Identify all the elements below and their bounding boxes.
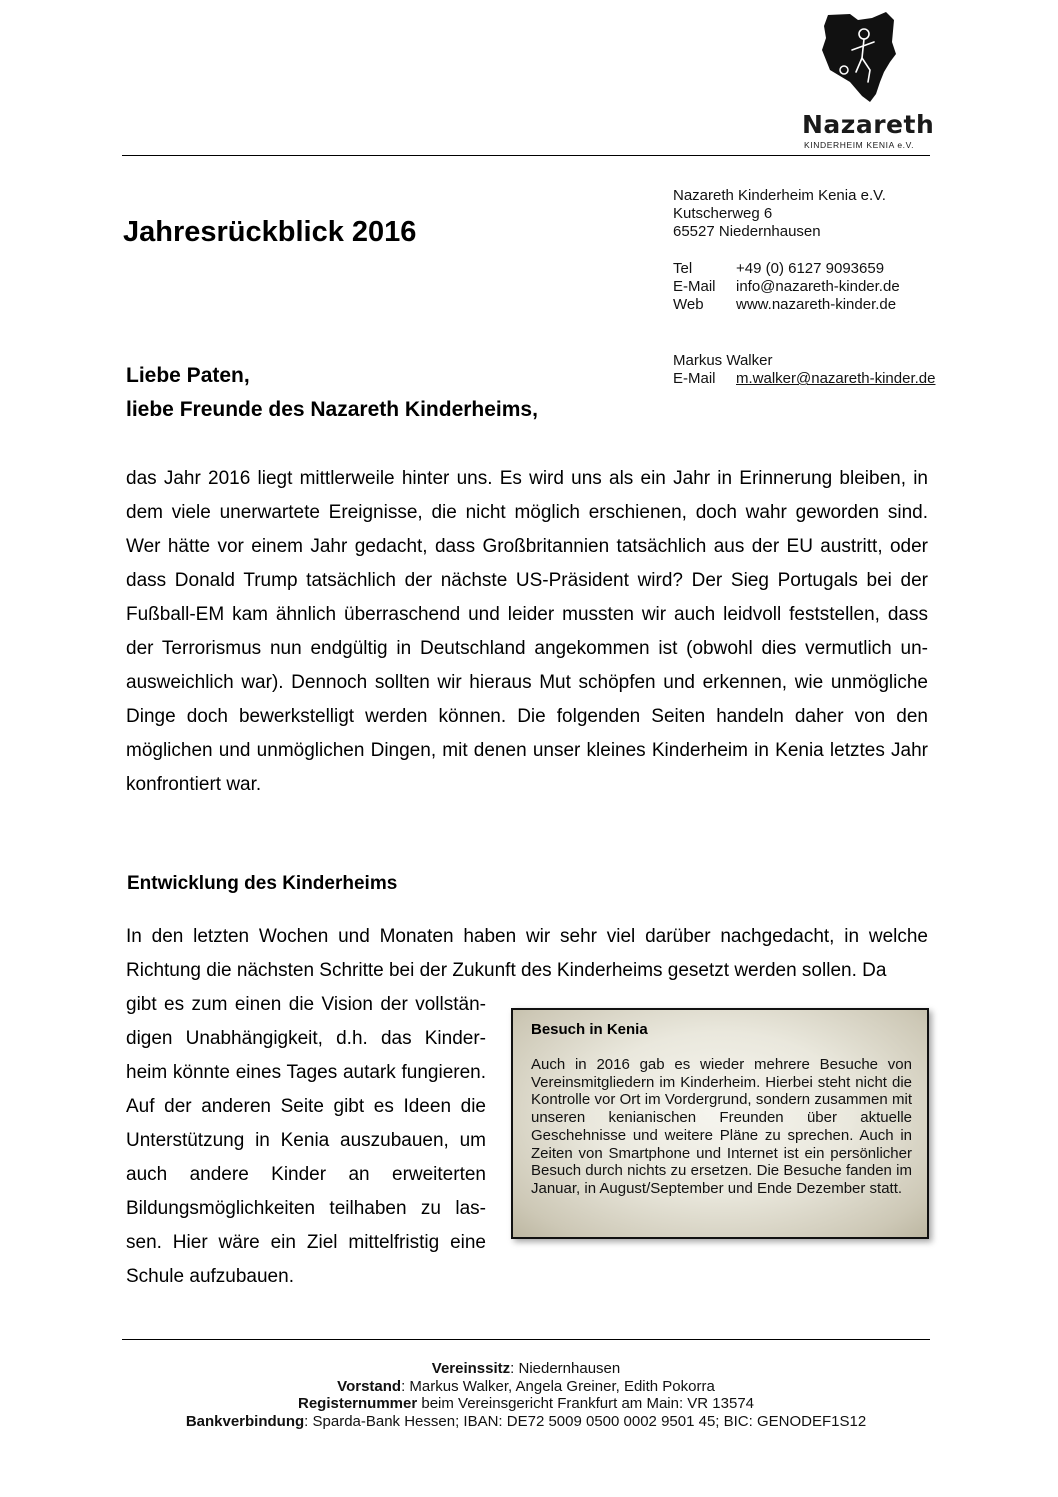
page-title: Jahresrückblick 2016 [123,216,417,248]
footer-seat [122,1360,930,1378]
footer-bank-value: : Sparda-Bank Hessen; IBAN: DE72 5009 0500 0002 9501 45; BIC: GENODEF1S12 [304,1412,867,1430]
kenya-map-logo-icon [820,10,900,105]
footer-seat-label: Vereinssitz [431,1360,511,1377]
section-paragraph-narrow: gibt es zum einen die Vision der vollständigen Unabhängigkeit, d.h. das Kinderheim könnte eines Tages autark fungieren. Auf der anderen Seite gibt es Ideen die Unterstützung in Kenia auszubauen, um auch andere Kinder an erweiterten Bildungsmöglichkeiten teilhaben zu lassen. Hier wäre ein Ziel mittelfristig eine Schule aufzubauen. [126,994,486,1287]
info-box-text: Auch in 2016 gab es wieder mehrere Besuche von Vereinsmitgliedern im Kinderheim. Hierbei steht nicht die Kontrolle vor Ort im Vordergrund, sondern zusammen mit unseren kenianischen Freunden über aktuelle Geschehnisse und weitere Pläne zu sprechen. Auch in Zeiten von Smartphone und Internet ist ein persönlicher Besuch durch nichts zu ersetzen. Die Besuche fanden im Januar, in August/September und Ende Dezember statt. [531,1056,912,1197]
footer-bank [122,1413,930,1431]
footer-register [122,1395,930,1413]
email-label: E-Mail [673,278,716,296]
contact-email-label: E-Mail [673,370,716,388]
contact-person-block [673,352,935,388]
footer-seat-value: : Niedernhausen [510,1360,621,1377]
email-value[interactable]: info@nazareth-kinder.de [736,278,900,296]
info-box-title: Besuch in Kenia [531,1021,648,1038]
greeting-line-1: Liebe Paten, [126,364,250,387]
logo-subtitle: KINDERHEIM KENIA e.V. [804,140,915,150]
org-name: Nazareth Kinderheim Kenia e.V. [673,187,886,204]
greeting-line-2: liebe Freunde des Nazareth Kinderheims, [126,398,538,421]
web-value[interactable]: www.nazareth-kinder.de [736,296,897,314]
footer-divider [122,1339,930,1340]
contact-block [673,260,900,315]
tel-label: Tel [673,260,693,277]
footer-board-value: : Markus Walker, Angela Greiner, Edith Pokorra [401,1377,715,1395]
header-divider [122,155,930,156]
contact-name: Markus Walker [673,352,773,369]
footer-board [122,1378,930,1396]
contact-email-link[interactable]: m.walker@nazareth-kinder.de [736,370,936,388]
footer-board-label: Vorstand [337,1377,402,1395]
city: 65527 Niedernhausen [673,223,821,241]
street: Kutscherweg 6 [673,205,773,223]
intro-paragraph: das Jahr 2016 liegt mittlerweile hinter uns. Es wird uns als ein Jahr in Erinnerung bleiben, in dem viele unerwartete Ereignisse, die nicht möglich erschienen, doch wahr geworden sind. Wer hätte vor einem Jahr gedacht, dass Großbritannien tatsächlich aus der EU austritt, oder dass Donald Trump tatsächlich der nächste US-Präsident wird? Der Sieg Portugals bei der Fußball-EM kam ähnlich überraschend und leider mussten wir auch leidvoll feststellen, dass der Terrorismus nun endgültig in Deutschland angekommen ist (obwohl dies vermutlich unausweichlich war). Dennoch sollten wir hieraus Mut schöpfen und erkennen, wie unmögliche Dinge doch bewerkstelligt werden können. Die folgenden Seiten handeln daher von den möglichen und unmöglichen Dingen, mit denen unser kleines Kinderheim in Kenia letztes Jahr konfrontiert war. [126,468,928,795]
tel-value[interactable]: +49 (0) 6127 9093659 [736,260,885,277]
section-paragraph-full: In den letzten Wochen und Monaten haben wir sehr viel darüber nachgedacht, in welche Richtung die nächsten Schritte bei der Zukunft des Kinderheims gesetzt werden sollen. Da [126,926,928,981]
address-block [673,187,886,242]
section-heading: Entwicklung des Kinderheims [127,873,398,894]
footer [122,1360,930,1430]
info-box [511,1008,929,1239]
logo-name: Nazareth [802,110,935,139]
footer-register-label: Registernummer [297,1395,418,1412]
web-label: Web [673,296,704,314]
footer-register-value: beim Vereinsgericht Frankfurt am Main: VR 13574 [417,1395,755,1412]
footer-bank-label: Bankverbindung [185,1412,305,1430]
